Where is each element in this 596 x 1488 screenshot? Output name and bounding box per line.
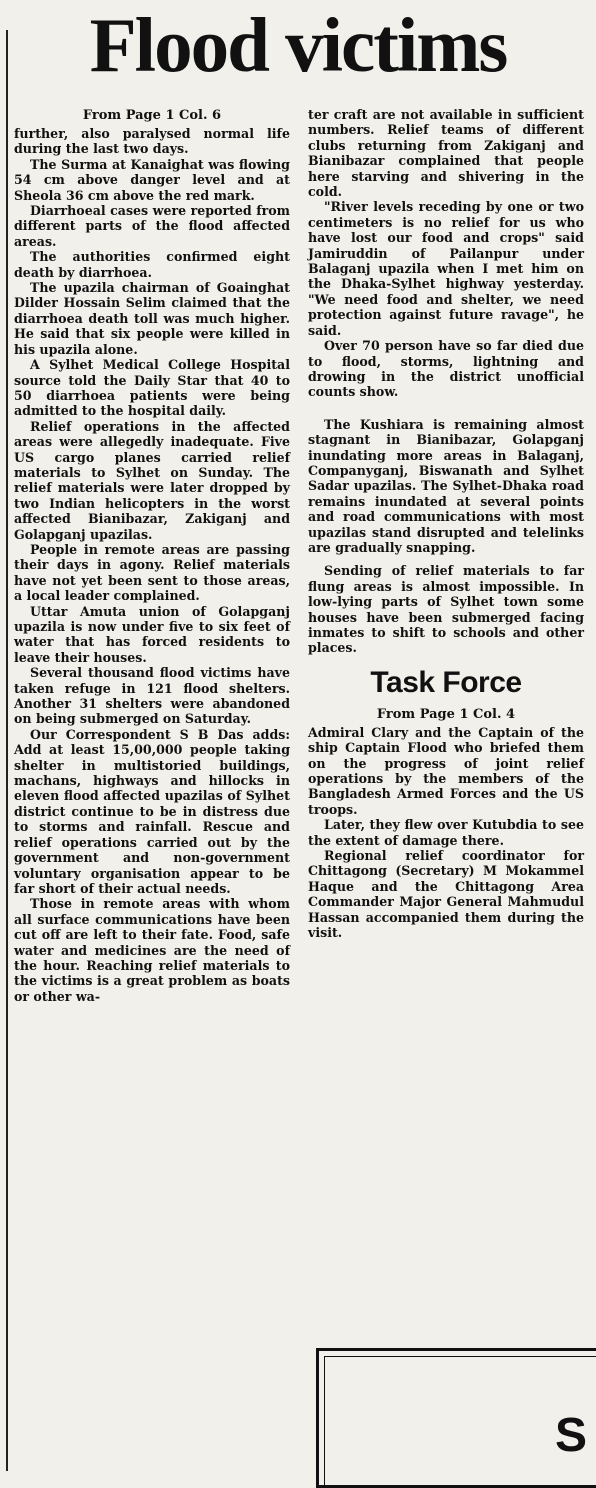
paragraph: The Kushiara is remaining almost stagnant in Bianibazar, Golapganj inundating more areas in Balaganj, Companyganj, Biswanath and Sylhet Sadar upazilas. The Sylhet-Dhaka road remains inundated at several points and road communications with most upazilas stand disrupted and telelinks are gradually snapping. <box>308 416 584 555</box>
paragraph: Admiral Clary and the Captain of the ship Captain Flood who briefed them on the progress of joint relief operations by the members of the Bangladesh Armed Forces and the US troops. <box>308 724 584 817</box>
paragraph: Over 70 person have so far died due to flood, storms, lightning and drowing in the district unofficial counts show. <box>308 338 584 400</box>
paragraph-gap <box>308 555 584 563</box>
paragraph: further, also paralysed normal life during the last two days. <box>14 126 290 157</box>
paragraph: Relief operations in the affected areas were allegedly inadequate. Five US cargo planes carried relief materials to Sylhet on Sunday. The relief materials were later dropped by two Indian helicopters in the worst affected Bianibazar, Zakiganj and Golapganj upazilas. <box>14 418 290 542</box>
paragraph-gap <box>308 400 584 417</box>
paragraph: Sending of relief materials to far flung areas is almost impossible. In low-lying parts of Sylhet town some houses have been submerged facing inmates to shift to schools and other places. <box>308 563 584 656</box>
jump-line: From Page 1 Col. 4 <box>376 706 516 722</box>
paragraph: People in remote areas are passing their days in agony. Relief materials have not yet been sent to those areas, a local leader complained. <box>14 541 290 604</box>
subheadline: Task Force <box>370 665 522 699</box>
jump-line: From Page 1 Col. 6 <box>82 108 222 123</box>
column-rule <box>6 30 8 1471</box>
paragraph: The upazila chairman of Goainghat Dilder Hossain Selim claimed that the diarrhoea death toll was much higher. He said that six people were killed in his upazila alone. <box>14 280 290 357</box>
paragraph: ter craft are not available in sufficient numbers. Relief teams of different clubs returning from Zakiganj and Bianibazar complained that people here starving and shivering in the cold. <box>308 107 584 200</box>
article-column-2 <box>308 107 584 941</box>
article-column-1 <box>14 107 290 1004</box>
paragraph: The Surma at Kanaighat was flowing 54 cm above danger level and at Sheola 36 cm above the red mark. <box>14 156 290 203</box>
paragraph: Those in remote areas with whom all surface communications have been cut off are left to their fate. Food, safe water and medicines are the need of the hour. Reaching relief materials to the victims is a great problem as boats or other wa- <box>14 896 290 1004</box>
paragraph: Regional relief coordinator for Chittagong (Secretary) M Mokammel Haque and the Chittagong Area Commander Major General Mahmudul Hassan accompanied them during the visit. <box>308 848 584 941</box>
paragraph: Later, they flew over Kutubdia to see the extent of damage there. <box>308 817 584 848</box>
headline: Flood victims <box>89 2 507 88</box>
paragraph: Our Correspondent S B Das adds: Add at least 15,00,000 people taking shelter in multistoried buildings, machans, highways and hillocks in eleven flood affected upazilas of Sylhet district continue to be in distress due to storms and rainfall. Rescue and relief operations carried out by the government and non-government voluntary organisation appear to be far short of their actual needs. <box>14 726 290 896</box>
paragraph: "River levels receding by one or two centimeters is no relief for us who have lost our food and crops" said Jamiruddin of Pailanpur under Balaganj upazila when I met him on the Dhaka-Sylhet highway yesterday. "We need food and shelter, we need protection against future ravage", he said. <box>308 199 584 338</box>
paragraph: Diarrhoeal cases were reported from different parts of the flood affected areas. <box>14 203 290 249</box>
paragraph: The authorities confirmed eight death by diarrhoea. <box>14 249 290 280</box>
paragraph: Several thousand flood victims have taken refuge in 121 flood shelters. Another 31 shelters were abandoned on being submerged on Saturday. <box>14 665 290 727</box>
paragraph: Uttar Amuta union of Golapganj upazila is now under five to six feet of water that has forced residents to leave their houses. <box>14 603 290 665</box>
paragraph: A Sylhet Medical College Hospital source told the Daily Star that 40 to 50 diarrhoea patients were being admitted to the hospital daily. <box>14 357 290 419</box>
advert-letter: S <box>555 1409 588 1462</box>
